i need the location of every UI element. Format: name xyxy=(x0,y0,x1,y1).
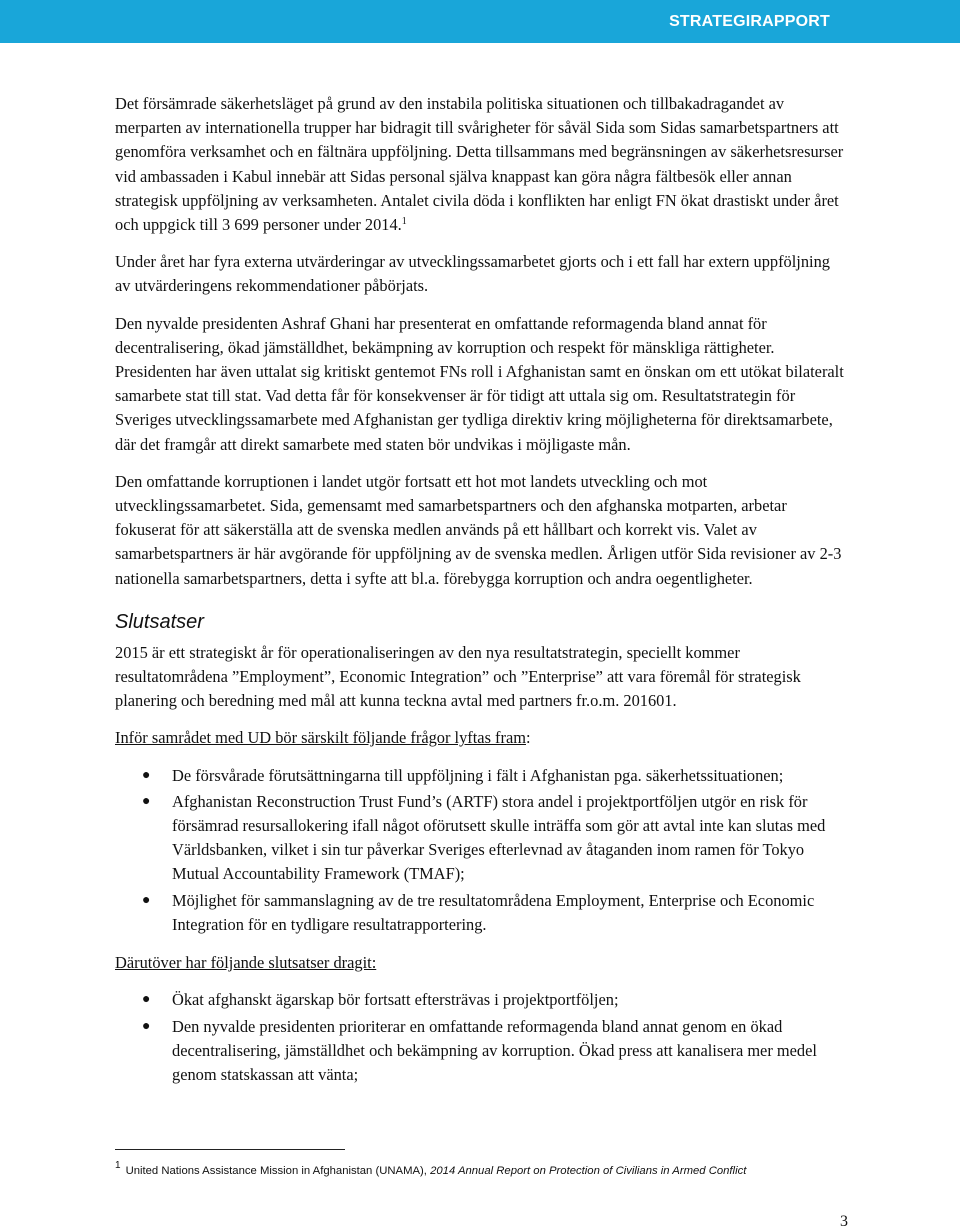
list-heading-conclusions xyxy=(115,951,845,975)
footnote-reference[interactable]: 1 xyxy=(401,216,407,228)
list-heading-consultation xyxy=(115,726,845,750)
bullet-icon: ● xyxy=(142,992,151,1008)
paragraph-security-text: Det försämrade säkerhetsläget på grund av den instabila politiska situationen och tillbakadragandet av merparten av internationella trupper har bidragit till svårigheter för såväl Sida som Sidas samarbetspartners att genomföra verksamhet och en fältnära uppföljning. Detta tillsammans med begränsningen av säkerhetsresurser vid ambassaden i Kabul innebär att Sidas personal själva knappast kan göra några fältbesök eller annan strategisk uppföljning av verksamheten. Antalet civila döda i konflikten har enligt FN ökat drastiskt under året och uppgick till 3 699 personer under 2014. xyxy=(115,94,844,235)
list-item-text: Möjlighet för sammanslagning av de tre resultatområdena Employment, Enterprise och Economic Integration för en tydligare resultatrapportering. xyxy=(172,890,815,934)
list-item xyxy=(115,790,845,887)
conclusions-list xyxy=(115,988,845,1087)
header-bar xyxy=(0,0,960,43)
footnote xyxy=(115,1157,855,1180)
document-body xyxy=(115,92,845,1101)
footnote-divider xyxy=(115,1149,345,1150)
page-number: 3 xyxy=(840,1213,848,1230)
list-item xyxy=(115,988,845,1012)
footnote-title: 2014 Annual Report on Protection of Civilians in Armed Conflict xyxy=(430,1165,747,1177)
section-intro: 2015 är ett strategiskt år för operationaliseringen av den nya resultatstrategin, speciellt kommer resultatområdena ”Employment”, Economic Integration” och ”Enterprise” att vara föremål för strategisk planering och beredning med mål att kunna teckna avtal med partners fr.o.m. 201601. xyxy=(115,642,801,711)
bullet-icon: ● xyxy=(142,892,151,908)
report-title: STRATEGIRAPPORT xyxy=(669,13,830,30)
section-heading: Slutsatser xyxy=(115,610,204,633)
consultation-list xyxy=(115,764,845,937)
paragraph-president: Den nyvalde presidenten Ashraf Ghani har presenterat en omfattande reformagenda bland annat för decentralisering, ökad jämställdhet, bekämpning av korruption och respekt för mänskliga rättigheter. Presidenten har även uttalat sig kritiskt gentemot FNs roll i Afghanistan samt en önskan om ett utökat bilateralt samarbete stat till stat. Vad detta får för konsekvenser är för tidigt att uttala sig om. Resultatstrategin för Sveriges utvecklingssamarbete med Afghanistan ger tydliga direktiv kring möjligheterna för direktsamarbete, där det framgår att direkt samarbete med staten bör undvikas i möjligaste mån. xyxy=(115,313,844,454)
footnote-text: United Nations Assistance Mission in Afghanistan (UNAMA), xyxy=(125,1165,431,1177)
list-item xyxy=(115,764,845,788)
bullet-icon: ● xyxy=(142,793,151,809)
list-heading-conclusions-text: Därutöver har följande slutsatser dragit: xyxy=(115,953,377,973)
paragraph-security xyxy=(115,92,845,237)
paragraph-corruption: Den omfattande korruptionen i landet utgör fortsatt ett hot mot landets utveckling och mot utvecklingssamarbetet. Sida, gemensamt med samarbetspartners och den afghanska motparten, arbetar fokuserat för att säkerställa att de svenska medlen används på ett hållbart och korrekt vis. Valet av samarbetspartners är här avgörande för uppföljning av de svenska medlen. Årligen utför Sida revisioner av 2-3 nationella samarbetspartners, detta i syfte att bl.a. förebygga korruption och andra oegentligheter. xyxy=(115,471,842,588)
list-item-text: Afghanistan Reconstruction Trust Fund’s (ARTF) stora andel i projektportföljen utgör en risk för försämrad resursallokering ifall något oförutsett skulle inträffa som gör att avtal inte kan slutas med Världsbanken, vilket i sin tur påverkar Sveriges efterlevnad av åtaganden inom ramen för Tokyo Mutual Accountability Framework (TMAF); xyxy=(172,791,826,884)
list-item-text: Ökat afghanskt ägarskap bör fortsatt eftersträvas i projektportföljen; xyxy=(172,990,619,1010)
bullet-icon: ● xyxy=(142,767,151,783)
list-heading-colon: : xyxy=(526,728,531,748)
list-item xyxy=(115,1015,845,1088)
list-item xyxy=(115,889,845,937)
list-item-text: Den nyvalde presidenten prioriterar en omfattande reformagenda bland annat genom en ökad decentralisering, jämställdhet och bekämpning av korruption. Ökad press att kanalisera mer medel genom statskassan att vänta; xyxy=(172,1016,817,1084)
list-heading-consultation-text: Inför samrådet med UD bör särskilt följande frågor lyftas fram xyxy=(115,728,526,748)
footnote-number: 1 xyxy=(115,1160,121,1171)
paragraph-evaluations: Under året har fyra externa utvärderingar av utvecklingssamarbetet gjorts och i ett fall har extern uppföljning av utvärderingens rekommendationer påbörjats. xyxy=(115,252,830,296)
list-item-text: De försvårade förutsättningarna till uppföljning i fält i Afghanistan pga. säkerhetssituationen; xyxy=(172,765,784,785)
bullet-icon: ● xyxy=(142,1018,151,1034)
